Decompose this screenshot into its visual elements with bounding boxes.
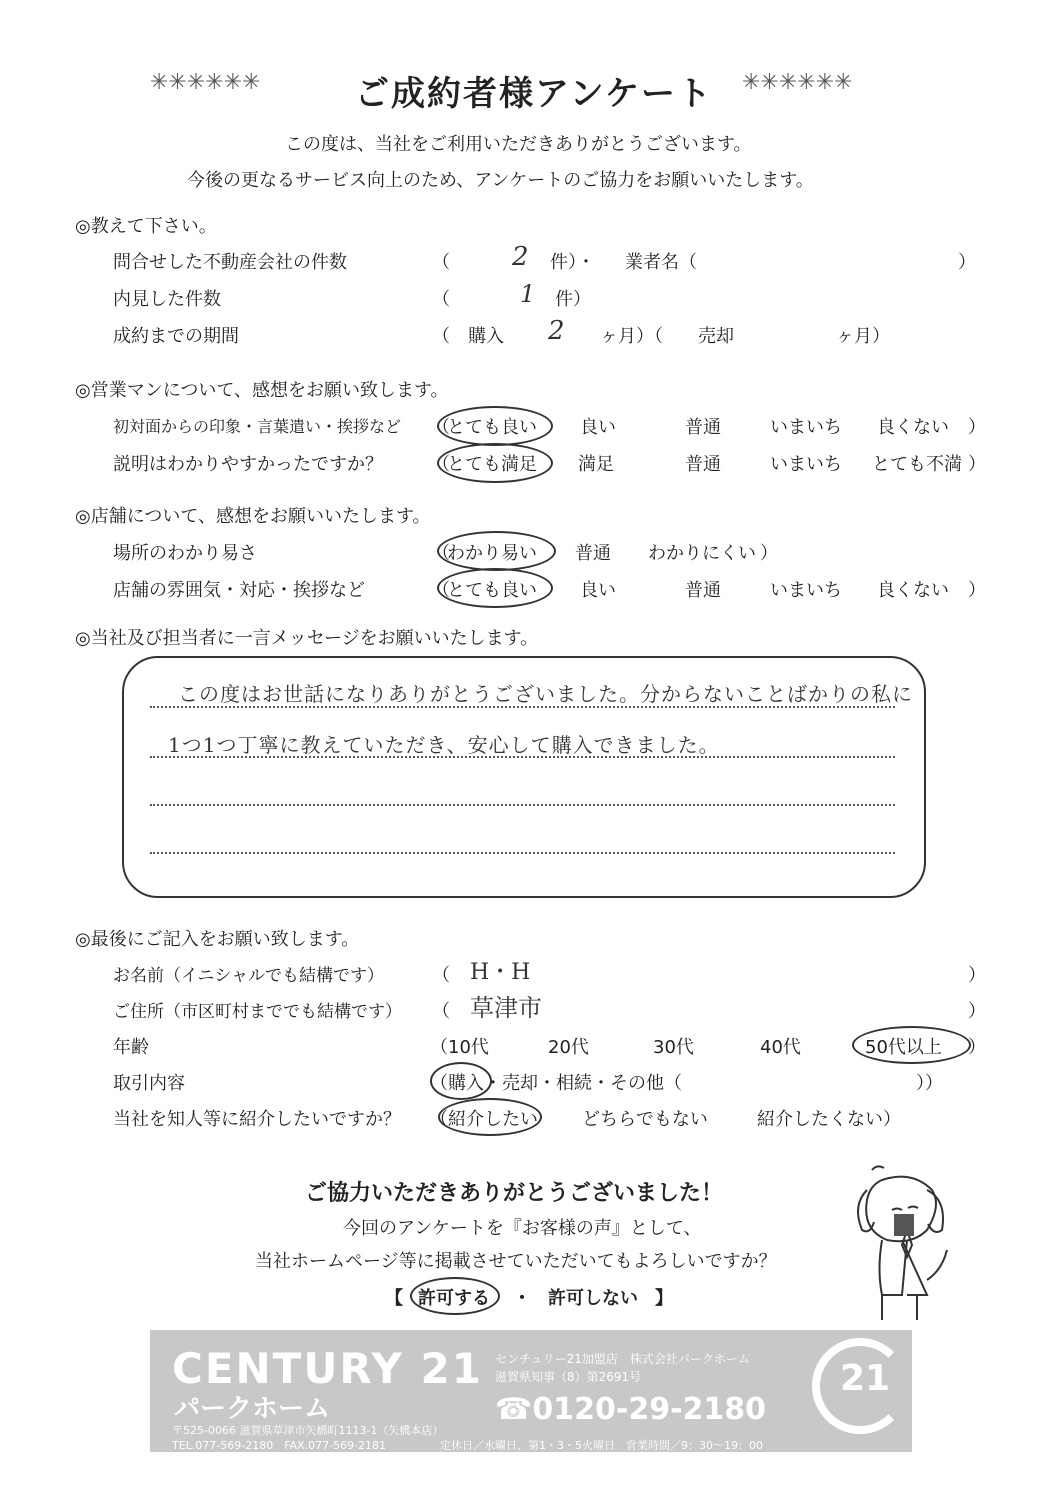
company-name: パークホーム	[174, 1394, 331, 1424]
selection-circle	[852, 1026, 971, 1064]
dog-mascot-icon	[842, 1160, 952, 1325]
selection-circle	[437, 531, 556, 571]
star-decoration-icon: ✳✳✳✳✳✳	[150, 70, 261, 95]
paren: （	[432, 1001, 450, 1022]
option: （10代	[430, 1037, 489, 1058]
option: 普通	[685, 454, 721, 475]
unit-label: 件）	[555, 289, 591, 310]
buy-label: （ 購入	[432, 326, 504, 347]
section-heading: ◎店舗について、感想をお願いいたします。	[75, 506, 431, 527]
hours-text: 定休日／水曜日、第1・3・5火曜日 営業時間／9：30～19：00	[440, 1439, 763, 1452]
option: 紹介したくない）	[757, 1109, 901, 1130]
option-selected: とても良い	[447, 580, 537, 601]
option: とても不満	[872, 454, 962, 475]
paren: （	[432, 417, 450, 438]
paren: （	[432, 454, 450, 475]
closing-thanks: ご協力いただきありがとうございました！	[305, 1181, 724, 1206]
field-label: ご住所（市区町村まででも結構です）	[113, 1002, 402, 1022]
paren: ）	[968, 580, 986, 601]
option-selected: とても満足	[447, 454, 537, 475]
unit-label: 件）・	[550, 252, 595, 273]
handwritten-answer: 2	[548, 316, 565, 346]
tel-fax-text: TEL.077-569-2180 FAX.077-569-2181	[172, 1439, 387, 1452]
company-name-label: 業者名（	[625, 252, 697, 273]
page-title: ご成約者様アンケート	[355, 74, 713, 114]
option: どちらでもない	[582, 1109, 708, 1130]
dotted-line	[150, 756, 895, 758]
closing-ask-1: 今回のアンケートを『お客様の声』として、	[343, 1218, 702, 1239]
question-label: 場所のわかり易さ	[113, 543, 257, 564]
option: 普通	[685, 417, 721, 438]
option: わかりにくい	[648, 543, 756, 564]
question-label: 成約までの期間	[113, 326, 239, 347]
selection-circle	[437, 406, 553, 446]
option-selected: わかり易い	[447, 543, 537, 564]
paren: ）	[968, 417, 986, 438]
handwritten-answer: 2	[512, 242, 529, 272]
question-label: 内見した件数	[113, 289, 221, 310]
dotted-line	[150, 804, 895, 806]
franchise-text: センチュリー21加盟店 株式会社パークホーム	[495, 1352, 750, 1366]
dotted-line	[150, 706, 895, 708]
closing-ask-2: 当社ホームページ等に掲載させていただいてもよろしいですか？	[255, 1251, 777, 1272]
option: いまいち	[770, 454, 842, 475]
option: 普通	[575, 543, 611, 564]
option: 20代	[548, 1037, 589, 1058]
intro-line-2: 今後の更なるサービス向上のため、アンケートのご協力をお願いいたします。	[187, 170, 814, 191]
paren: ））	[916, 1073, 943, 1094]
option-selected: 50代以上	[865, 1037, 942, 1058]
selection-circle	[437, 443, 553, 483]
handwritten-answer: 1	[520, 280, 536, 308]
paren: ）	[968, 1037, 986, 1058]
option: 良くない	[877, 417, 949, 438]
handwritten-answer: 草津市	[470, 994, 542, 1022]
section-heading: ◎教えて下さい。	[75, 216, 217, 237]
deny-option: 許可しない	[548, 1288, 638, 1309]
selection-circle	[437, 568, 553, 608]
paren: ）	[968, 1001, 986, 1022]
option: 普通	[685, 580, 721, 601]
selection-circle	[438, 1098, 542, 1136]
option: 良い	[580, 580, 616, 601]
option-selected: とても良い	[447, 417, 537, 438]
paren: （	[432, 252, 450, 273]
intro-line-1: この度は、当社をご利用いただきありがとうございます。	[285, 134, 752, 155]
dotted-line	[150, 852, 895, 854]
selection-circle	[430, 1062, 492, 1100]
option: いまいち	[770, 417, 842, 438]
option: 満足	[578, 454, 614, 475]
field-label: 当社を知人等に紹介したいですか？	[113, 1109, 401, 1130]
section-heading: ◎当社及び担当者に一言メッセージをお願いいたします。	[75, 628, 539, 649]
paren: ）	[968, 454, 986, 475]
section-heading: ◎最後にご記入をお願い致します。	[75, 929, 360, 950]
paren: （	[432, 580, 450, 601]
question-label: 説明はわかりやすかったですか？	[113, 454, 383, 475]
brand-name: CENTURY 21	[172, 1344, 483, 1393]
address-text: 〒525-0066 滋賀県草津市矢橋町1113-1（矢橋本店）	[172, 1424, 444, 1437]
paren: （	[432, 543, 450, 564]
question-label: 店舗の雰囲気・対応・挨拶など	[113, 580, 365, 601]
paren: ）	[760, 543, 778, 564]
star-decoration-icon: ✳✳✳✳✳✳	[742, 70, 853, 95]
field-label: 年齢	[113, 1037, 149, 1058]
paren: ）	[968, 965, 986, 986]
field-label: 取引内容	[113, 1073, 185, 1094]
phone-number: ☎0120-29-2180	[495, 1392, 767, 1427]
option: いまいち	[770, 580, 842, 601]
selection-circle	[410, 1277, 500, 1315]
logo-number: 21	[840, 1358, 891, 1399]
footer-banner	[150, 1330, 912, 1452]
option: 40代	[760, 1037, 801, 1058]
separator: ・	[513, 1288, 531, 1309]
paren: （	[432, 289, 450, 310]
unit-label: ヶ月）	[836, 326, 890, 347]
bracket: 】	[655, 1288, 673, 1309]
question-label: 初対面からの印象・言葉遣い・挨拶など	[113, 417, 402, 436]
field-label: お名前（イニシャルでも結構です）	[113, 966, 384, 986]
option: 良い	[580, 417, 616, 438]
license-text: 滋賀県知事（8）第2691号	[495, 1370, 642, 1384]
handwritten-message-line-1: この度はお世話になりありがとうございました。分からないことばかりの私に	[178, 682, 913, 706]
sell-label: 売却	[698, 326, 734, 347]
paren: （	[432, 965, 450, 986]
option-selected: （紹介したい	[430, 1109, 538, 1130]
unit-label: ヶ月）（	[600, 326, 663, 347]
option: 30代	[653, 1037, 694, 1058]
handwritten-answer: H・H	[470, 960, 531, 985]
paren: ）	[958, 252, 976, 273]
option-selected: （購入	[430, 1073, 484, 1094]
section-heading: ◎営業マンについて、感想をお願い致します。	[75, 380, 449, 401]
option: 良くない	[877, 580, 949, 601]
question-label: 問合せした不動産会社の件数	[113, 252, 347, 273]
handwritten-message-line-2: 1つ1つ丁寧に教えていただき、安心して購入できました。	[168, 733, 720, 757]
bracket: 【	[385, 1288, 403, 1309]
permit-option: 許可する	[418, 1288, 490, 1309]
option: ・売却・相続・その他（	[484, 1073, 682, 1094]
